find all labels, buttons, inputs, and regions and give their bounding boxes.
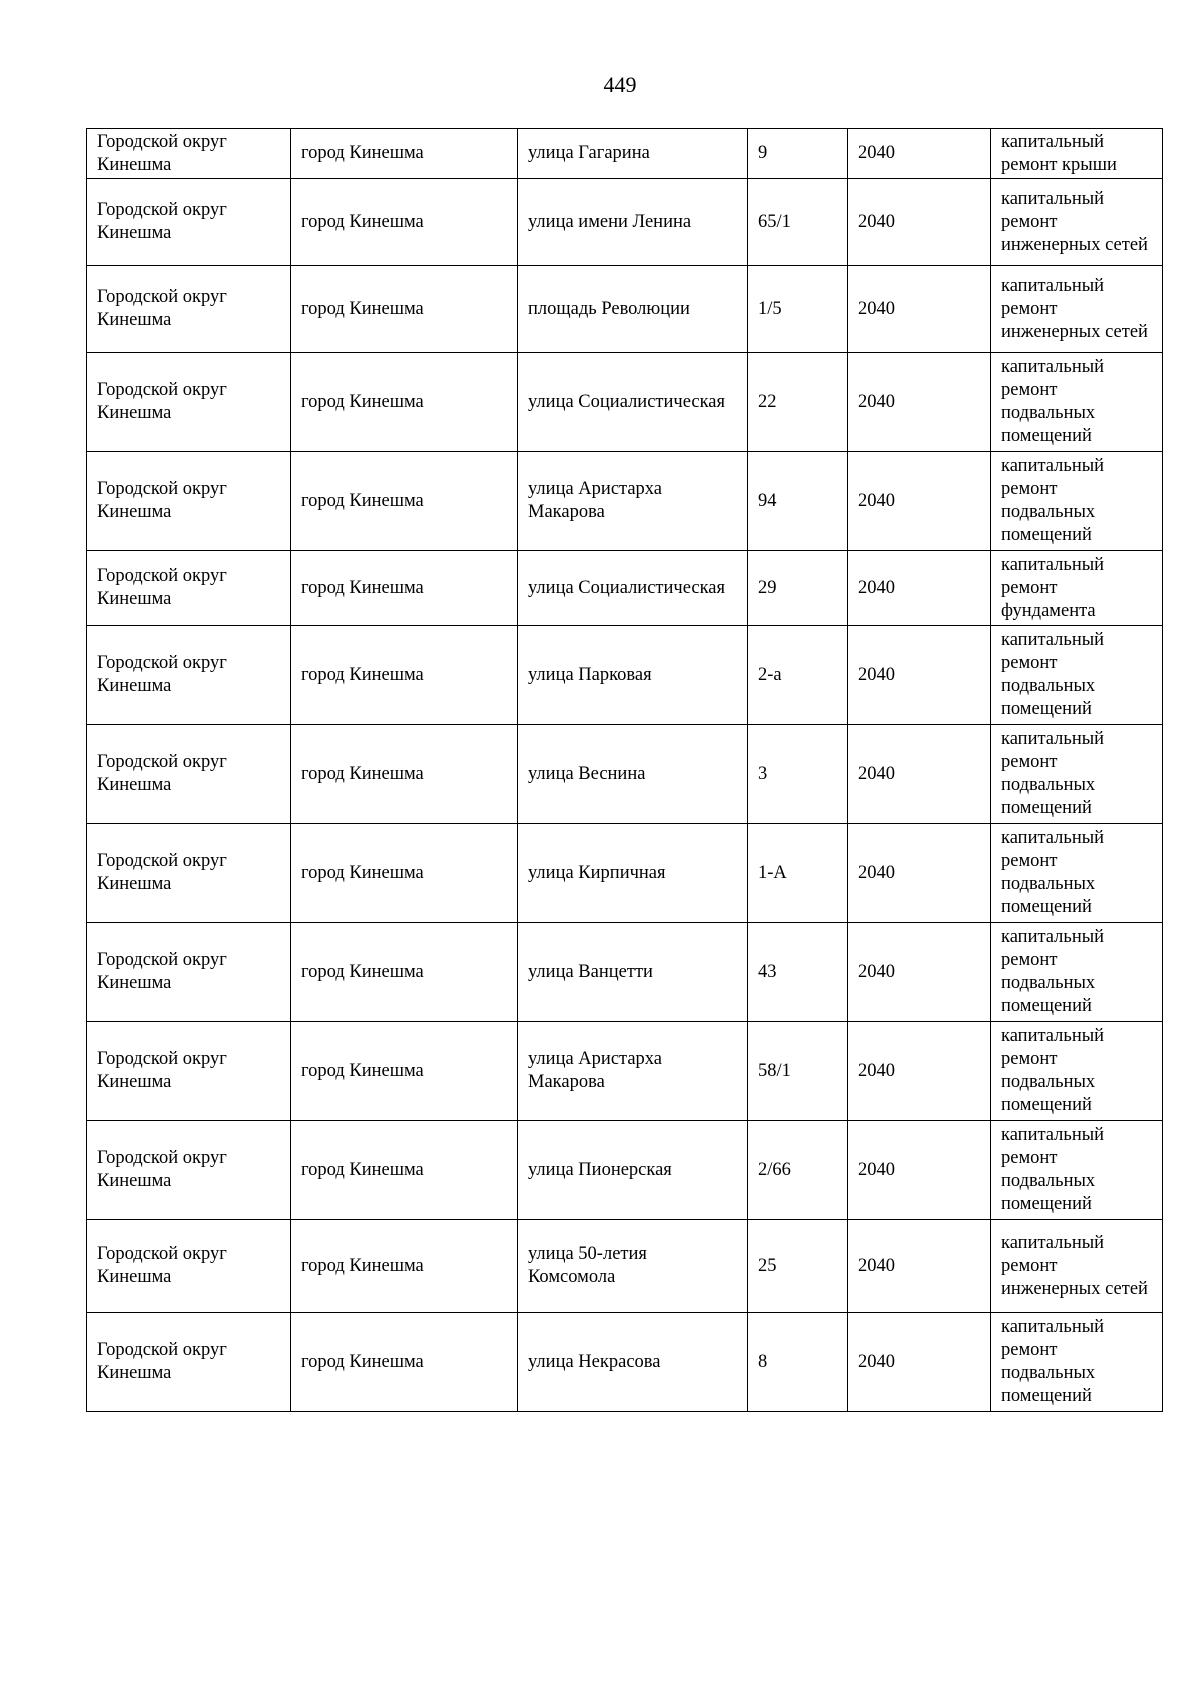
table-row — [87, 626, 1163, 725]
table-row — [87, 452, 1163, 551]
year-cell: 2040 — [848, 725, 991, 824]
work-type-cell: капитальный ремонт подвальных помещений — [991, 1022, 1163, 1121]
work-type-cell: капитальный ремонт подвальных помещений — [991, 923, 1163, 1022]
year-cell: 2040 — [848, 551, 991, 626]
year-cell: 2040 — [848, 1220, 991, 1313]
city-cell: город Кинешма — [291, 725, 518, 824]
year-cell: 2040 — [848, 824, 991, 923]
district-cell: Городской округ Кинешма — [87, 1022, 291, 1121]
street-cell: улица Пионерская — [518, 1121, 748, 1220]
repair-registry-table — [86, 128, 1163, 1412]
table-row — [87, 824, 1163, 923]
year-cell: 2040 — [848, 452, 991, 551]
work-type-cell: капитальный ремонт инженерных сетей — [991, 266, 1163, 353]
work-type-cell: капитальный ремонт подвальных помещений — [991, 452, 1163, 551]
table-row — [87, 179, 1163, 266]
year-cell: 2040 — [848, 353, 991, 452]
city-cell: город Кинешма — [291, 266, 518, 353]
city-cell: город Кинешма — [291, 1313, 518, 1412]
district-cell: Городской округ Кинешма — [87, 923, 291, 1022]
house-number-cell: 43 — [748, 923, 848, 1022]
city-cell: город Кинешма — [291, 626, 518, 725]
street-cell: улица Аристарха Макарова — [518, 1022, 748, 1121]
table-row — [87, 551, 1163, 626]
year-cell: 2040 — [848, 1022, 991, 1121]
city-cell: город Кинешма — [291, 129, 518, 179]
table-row — [87, 1313, 1163, 1412]
work-type-cell: капитальный ремонт фундамента — [991, 551, 1163, 626]
year-cell: 2040 — [848, 1313, 991, 1412]
house-number-cell: 1/5 — [748, 266, 848, 353]
work-type-cell: капитальный ремонт подвальных помещений — [991, 824, 1163, 923]
street-cell: улица Гагарина — [518, 129, 748, 179]
work-type-cell: капитальный ремонт инженерных сетей — [991, 1220, 1163, 1313]
city-cell: город Кинешма — [291, 824, 518, 923]
work-type-cell: капитальный ремонт подвальных помещений — [991, 626, 1163, 725]
district-cell: Городской округ Кинешма — [87, 179, 291, 266]
table-row — [87, 1022, 1163, 1121]
district-cell: Городской округ Кинешма — [87, 626, 291, 725]
city-cell: город Кинешма — [291, 1121, 518, 1220]
year-cell: 2040 — [848, 923, 991, 1022]
table-row — [87, 129, 1163, 179]
city-cell: город Кинешма — [291, 353, 518, 452]
work-type-cell: капитальный ремонт крыши — [991, 129, 1163, 179]
street-cell: улица Социалистическая — [518, 551, 748, 626]
table-row — [87, 1220, 1163, 1313]
work-type-cell: капитальный ремонт подвальных помещений — [991, 353, 1163, 452]
district-cell: Городской округ Кинешма — [87, 266, 291, 353]
table-row — [87, 353, 1163, 452]
district-cell: Городской округ Кинешма — [87, 551, 291, 626]
district-cell: Городской округ Кинешма — [87, 1220, 291, 1313]
street-cell: улица Аристарха Макарова — [518, 452, 748, 551]
house-number-cell: 8 — [748, 1313, 848, 1412]
year-cell: 2040 — [848, 179, 991, 266]
district-cell: Городской округ Кинешма — [87, 725, 291, 824]
house-number-cell: 22 — [748, 353, 848, 452]
year-cell: 2040 — [848, 626, 991, 725]
house-number-cell: 1-А — [748, 824, 848, 923]
year-cell: 2040 — [848, 1121, 991, 1220]
street-cell: улица Некрасова — [518, 1313, 748, 1412]
work-type-cell: капитальный ремонт подвальных помещений — [991, 1121, 1163, 1220]
house-number-cell: 58/1 — [748, 1022, 848, 1121]
work-type-cell: капитальный ремонт подвальных помещений — [991, 1313, 1163, 1412]
street-cell: улица имени Ленина — [518, 179, 748, 266]
city-cell: город Кинешма — [291, 923, 518, 1022]
street-cell: улица Веснина — [518, 725, 748, 824]
table-row — [87, 266, 1163, 353]
city-cell: город Кинешма — [291, 452, 518, 551]
district-cell: Городской округ Кинешма — [87, 353, 291, 452]
street-cell: улица Ванцетти — [518, 923, 748, 1022]
street-cell: улица Кирпичная — [518, 824, 748, 923]
table-body — [87, 129, 1163, 1412]
house-number-cell: 29 — [748, 551, 848, 626]
street-cell: улица Парковая — [518, 626, 748, 725]
district-cell: Городской округ Кинешма — [87, 129, 291, 179]
district-cell: Городской округ Кинешма — [87, 452, 291, 551]
city-cell: город Кинешма — [291, 179, 518, 266]
work-type-cell: капитальный ремонт инженерных сетей — [991, 179, 1163, 266]
year-cell: 2040 — [848, 266, 991, 353]
city-cell: город Кинешма — [291, 1220, 518, 1313]
street-cell: площадь Революции — [518, 266, 748, 353]
house-number-cell: 9 — [748, 129, 848, 179]
house-number-cell: 94 — [748, 452, 848, 551]
street-cell: улица 50-летия Комсомола — [518, 1220, 748, 1313]
table-row — [87, 1121, 1163, 1220]
house-number-cell: 65/1 — [748, 179, 848, 266]
page-number: 449 — [603, 72, 637, 97]
table-row — [87, 725, 1163, 824]
house-number-cell: 3 — [748, 725, 848, 824]
house-number-cell: 25 — [748, 1220, 848, 1313]
house-number-cell: 2/66 — [748, 1121, 848, 1220]
work-type-cell: капитальный ремонт подвальных помещений — [991, 725, 1163, 824]
year-cell: 2040 — [848, 129, 991, 179]
table-row — [87, 923, 1163, 1022]
city-cell: город Кинешма — [291, 1022, 518, 1121]
street-cell: улица Социалистическая — [518, 353, 748, 452]
district-cell: Городской округ Кинешма — [87, 1121, 291, 1220]
district-cell: Городской округ Кинешма — [87, 824, 291, 923]
house-number-cell: 2-а — [748, 626, 848, 725]
district-cell: Городской округ Кинешма — [87, 1313, 291, 1412]
city-cell: город Кинешма — [291, 551, 518, 626]
